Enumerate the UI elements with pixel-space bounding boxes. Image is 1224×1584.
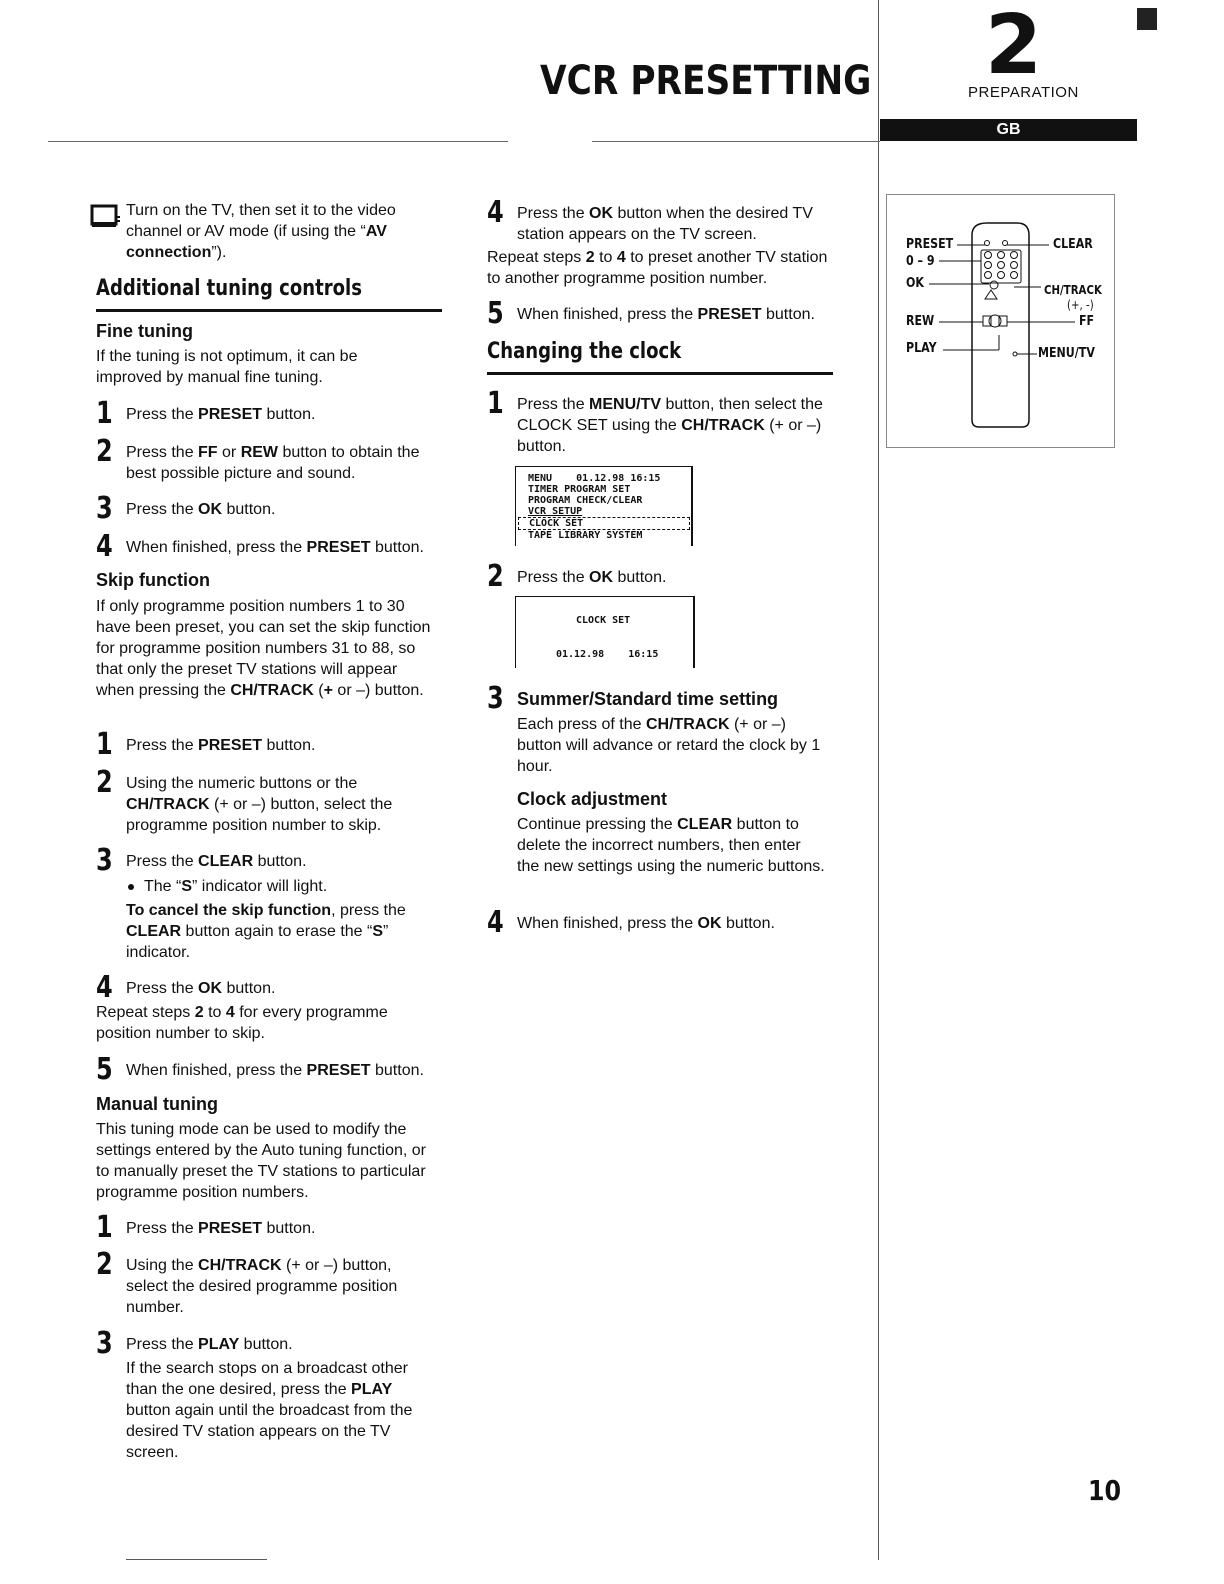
skip-cancel-note: To cancel the skip function, press the CLEAR button again to erase the “S” indicator.: [126, 902, 406, 961]
remote-label-play: PLAY: [906, 341, 937, 356]
header-rule-left: [48, 141, 508, 142]
remote-label-rew: REW: [906, 314, 935, 329]
manual-play-note: If the search stops on a broadcast other than the one desired, press the PLAY button again until the broadcast from the desired TV station appears on the TV screen.: [126, 1360, 413, 1461]
remote-label-ok: OK: [906, 276, 924, 291]
menu-line-header: MENU 01.12.98 16:15: [528, 473, 661, 484]
menu-screen: [515, 466, 693, 546]
column-divider: [878, 0, 879, 1560]
subheading-clock-adjustment: Clock adjustment: [517, 789, 668, 809]
remote-label-preset: PRESET: [906, 237, 954, 252]
menu-line-tape-library: TAPE LIBRARY SYSTEM: [528, 530, 643, 541]
bullet-dot: [128, 884, 134, 890]
chapter-number: 2: [985, 0, 1043, 93]
manual-intro: This tuning mode can be used to modify the settings entered by the Auto tuning function, or to manually preset the TV stations to particular programme position numbers.: [96, 1121, 426, 1201]
clock-screen-time: 01.12.98 16:15: [556, 649, 659, 660]
section-rule: [96, 309, 442, 312]
clock-screen: [515, 596, 695, 668]
remote-diagram: [886, 194, 1115, 448]
intro-block: [90, 200, 450, 263]
remote-label-0-9: 0 – 9: [906, 254, 935, 269]
menu-line-program: PROGRAM CHECK/CLEAR: [528, 495, 643, 506]
skip-repeat-note: Repeat steps 2 to 4 for every programme position number to skip.: [96, 1004, 388, 1042]
fine-tuning-intro: If the tuning is not optimum, it can be improved by manual fine tuning.: [96, 348, 358, 386]
skip-bullet: The “S” indicator will light.: [128, 876, 327, 897]
subheading-skip-function: Skip function: [96, 570, 210, 590]
remote-label-ff: FF: [1079, 314, 1095, 329]
section-heading-clock: Changing the clock: [487, 339, 682, 364]
header-rule-right: [592, 141, 880, 142]
subheading-manual-tuning: Manual tuning: [96, 1094, 218, 1114]
remote-label-clear: CLEAR: [1053, 237, 1093, 252]
page-number: 10: [1088, 1474, 1122, 1507]
chapter-label: PREPARATION: [968, 84, 1079, 101]
remote-label-chtrack: CH/TRACK: [1044, 283, 1102, 297]
footer-rule: [126, 1559, 267, 1560]
menu-line-timer: TIMER PROGRAM SET: [528, 484, 631, 495]
summer-text: Each press of the CH/TRACK (+ or –) button will advance or retard the clock by 1 hour.: [517, 716, 821, 775]
intro-text: Turn on the TV, then set it to the video channel or AV mode (if using the “AV connection”).: [126, 202, 396, 261]
menu-line-clock-set: CLOCK SET: [518, 517, 690, 530]
right-repeat-note: Repeat steps 2 to 4 to preset another TV station to another programme position number.: [487, 249, 828, 287]
language-tag: GB: [880, 119, 1137, 141]
subheading-fine-tuning: Fine tuning: [96, 321, 193, 341]
clock-adjustment-text: Continue pressing the CLEAR button to delete the incorrect numbers, then enter the new settings using the numeric buttons.: [517, 816, 825, 875]
section-rule-clock: [487, 372, 833, 375]
section-heading-additional: Additional tuning controls: [96, 276, 362, 301]
page-title: VCR PRESETTING: [540, 58, 872, 104]
clock-screen-title: CLOCK SET: [576, 615, 631, 626]
corner-mark: [1137, 8, 1157, 30]
remote-label-menutv: MENU/TV: [1038, 346, 1095, 361]
tv-icon: [90, 204, 120, 230]
skip-intro: If only programme position numbers 1 to 30 have been preset, you can set the skip function for programme position numbers 31 to 88, so that only the preset TV stations will appear when pressing the CH/TRACK (+ or –) button.: [96, 598, 431, 699]
remote-label-plusminus: (+, -): [1067, 298, 1094, 312]
menu-line-vcr-setup: VCR SETUP: [528, 506, 583, 517]
